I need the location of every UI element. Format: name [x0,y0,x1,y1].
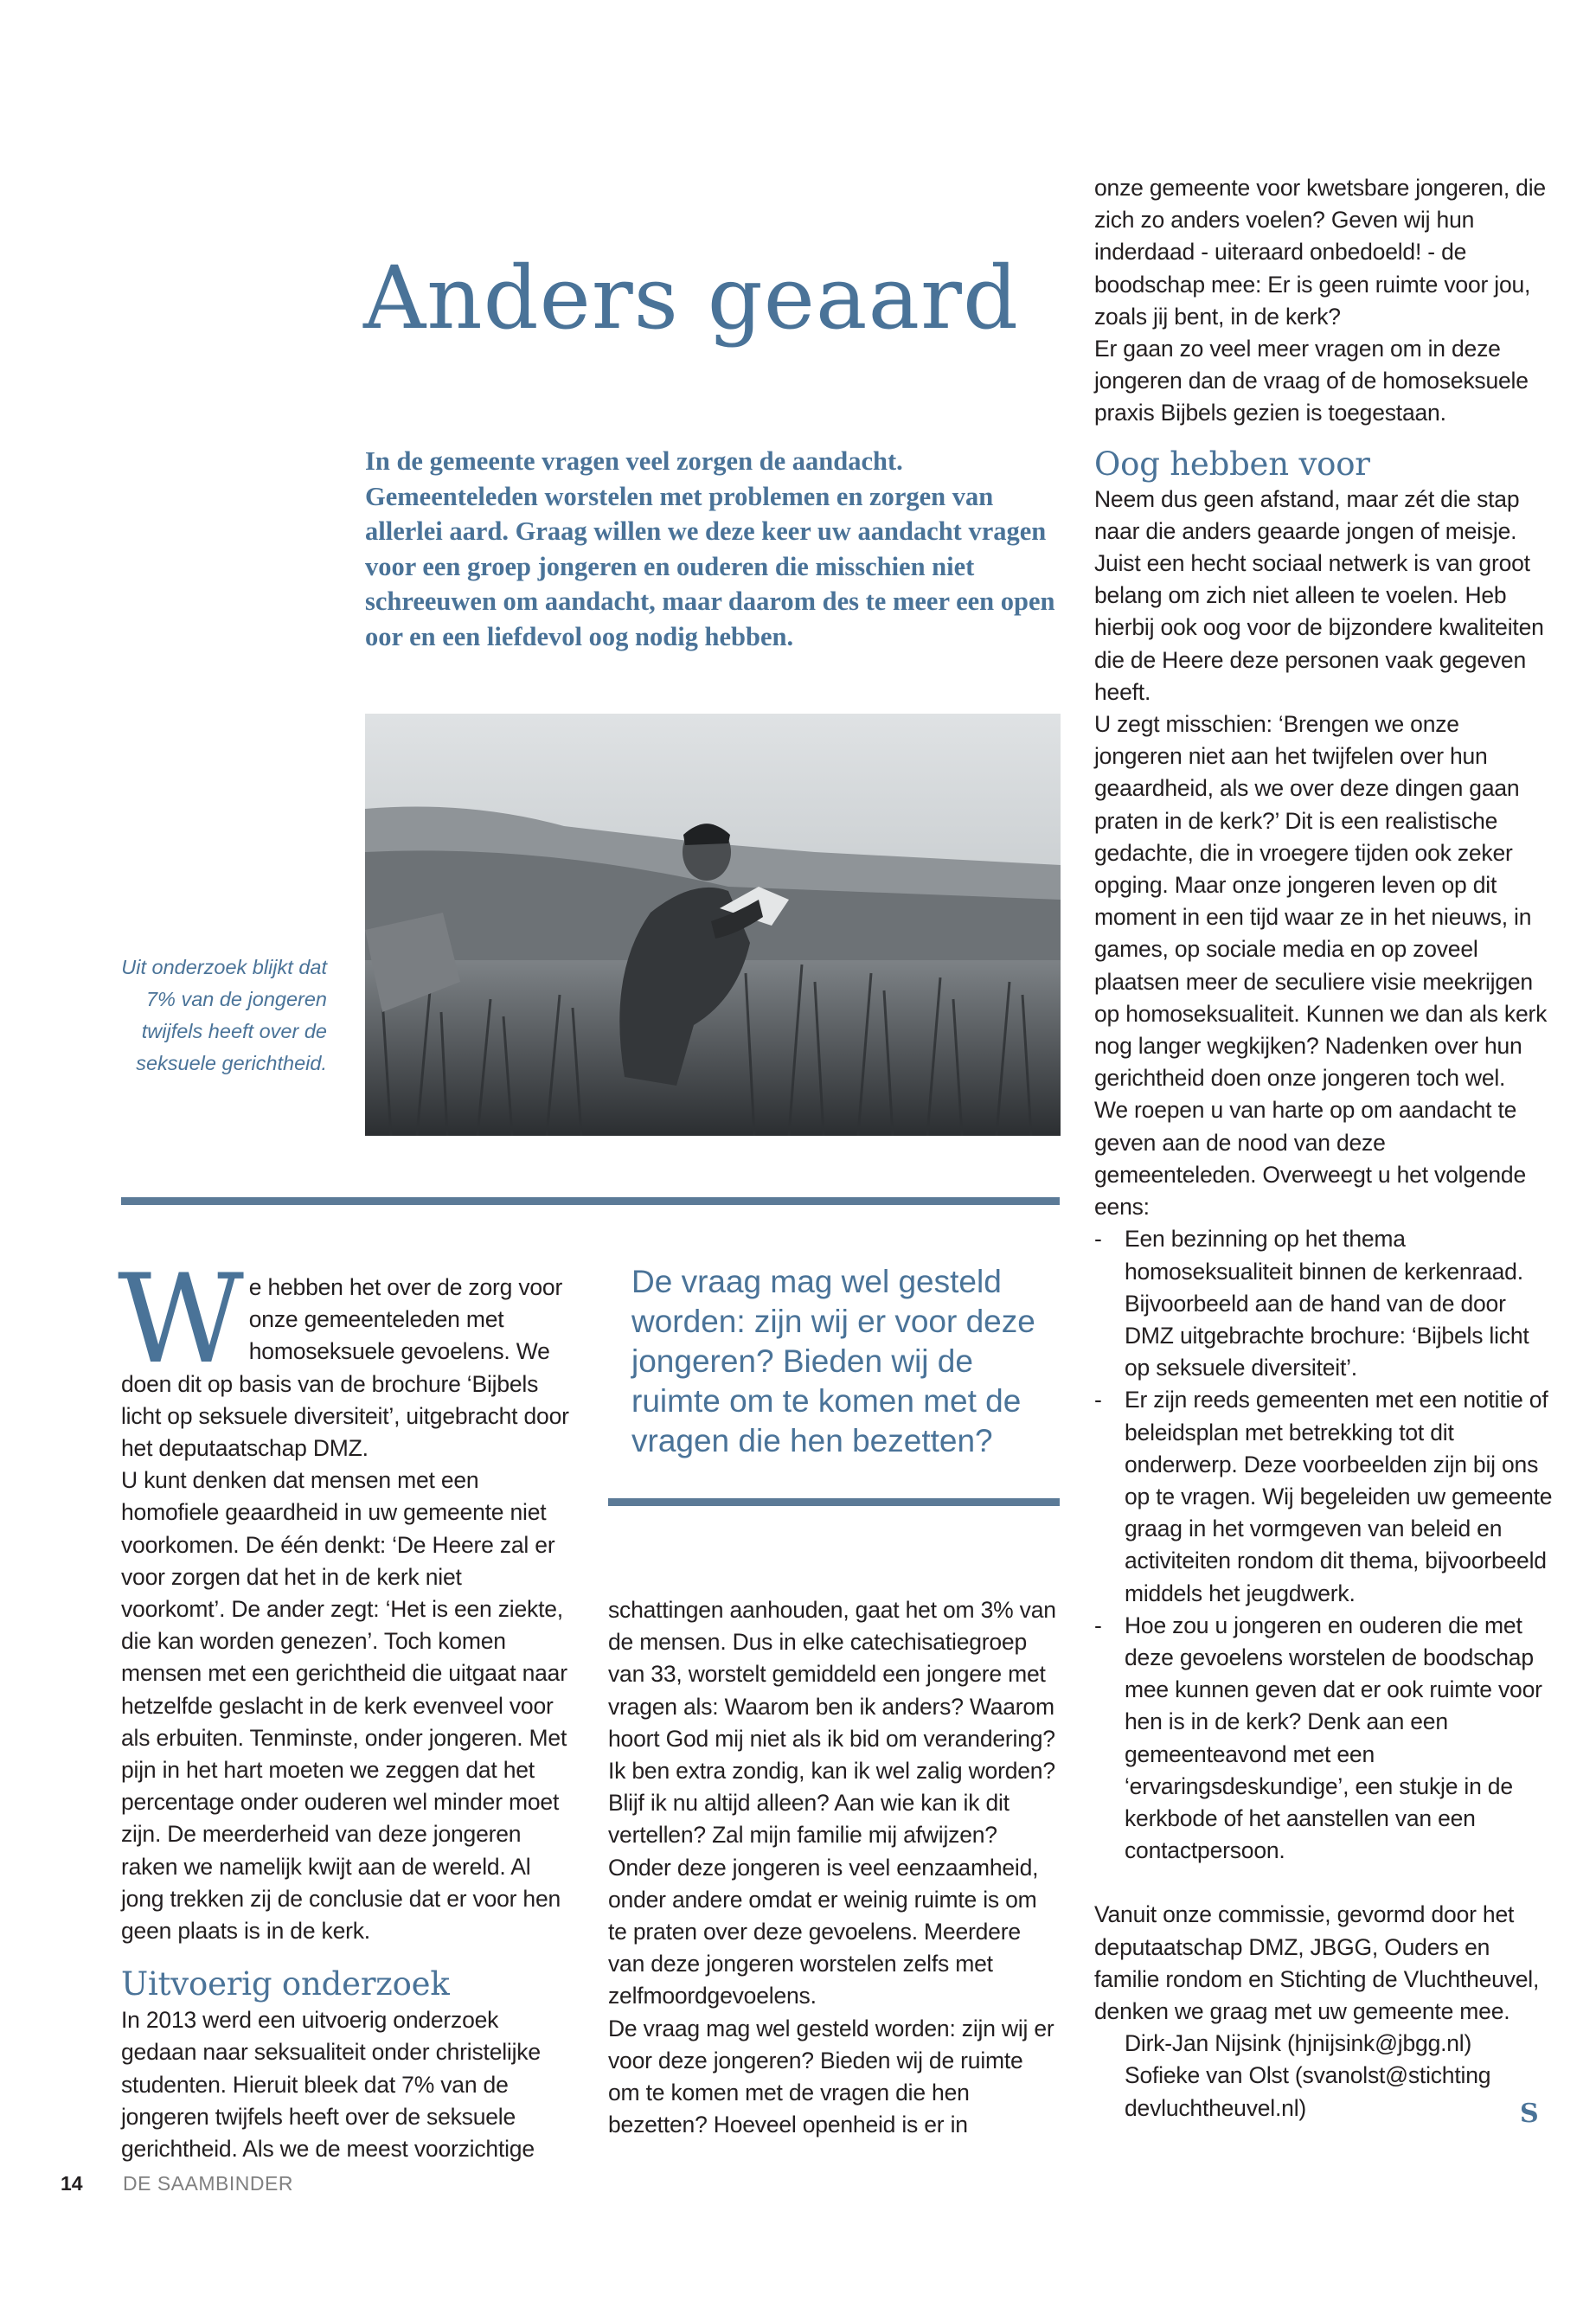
column-1-paragraph-3: In 2013 werd een uitvoerig onderzoek gedaan naar seksualiteit onder christelijke studenten. Hieruit bleek dat 7% van de jongeren twijfels heeft over de seksuele gerichtheid. Als we de meest voorzichtige [121,2007,541,2163]
section-divider [121,1197,1060,1205]
suggestion-list [1094,1223,1553,1867]
spacer [1094,1867,1553,1899]
man-reading-in-dunes-photo-icon [365,714,1061,1136]
column-1 [118,1248,571,2165]
article-photo [365,714,1061,1136]
subhead-oog-hebben-voor: Oog hebben voor [1094,445,1370,483]
column-3-paragraph-3: Neem dus geen afstand, maar zét die stap naar die anders geaarde jongen of meisje. Juist een hecht sociaal netwerk is van groot belang om zich niet alleen te voelen. Heb hierbij ook oog voor de bijzondere kwaliteiten die de Heere deze personen vaak gegeven heeft. [1094,485,1544,705]
signature-author-1: Dirk-Jan Nijsink (hjnijsink@jbgg.nl) [1125,2030,1472,2057]
column-3-paragraph-4: U zegt misschien: ‘Brengen we onze jongeren niet aan het twijfelen over hun geaardheid, als we over deze dingen gaan praten in de kerk?’ Dit is een realistische gedachte, die in vroegere tijden ook zeker opging. Maar onze jongeren leven op dit moment in een tijd waar ze in het nieuws, in games, op sociale media en op zoveel plaatsen meer de seculiere visie meekrijgen op homoseksualiteit. Kunnen we dan als kerk nog langer wegkijken? Nadenken over hun gerichtheid doen onze jongeren toch wel. [1094,711,1548,1092]
drop-cap: W [118,1248,244,1391]
list-item: - Er zijn reeds gemeenten met een notitie of beleidsplan met betrekking tot dit onderwerp. Deze voorbeelden zijn bij ons op te vragen. Wij begeleiden uw gemeente graag in het vormgeven van beleid en activiteiten rondom dit thema, bijvoorbeeld middels het jeugdwerk. [1094,1384,1553,1609]
column-2 [608,1594,1058,2141]
signature-author-2: Sofieke van Olst (svanolst@stichting devluchtheuvel.nl) [1125,2062,1491,2121]
article-intro: In de gemeente vragen veel zorgen de aandacht. Gemeenteleden worstelen met problemen en zorgen van allerlei aard. Graag willen we deze keer uw aandacht vragen voor een groep jongeren en ouderen die misschien niet schreeuwen om aandacht, maar daarom des te meer een open oor en een liefdevol oog nodig hebben. [365,446,1055,651]
publication-name: DE SAAMBINDER [123,2172,293,2195]
column-2-paragraph-2: Onder deze jongeren is veel eenzaamheid, onder andere omdat er weinig ruimte is om te praten over deze gevoelens. Meerdere van deze jongeren worstelen zelfs met zelfmoordgevoelens. [608,1854,1039,2009]
column-3-paragraph-2: Er gaan zo veel meer vragen om in deze jongeren dan de vraag of de homoseksuele praxis Bijbels gezien is toegestaan. [1094,336,1529,426]
pull-quote: De vraag mag wel gesteld worden: zijn wij er voor deze jongeren? Bieden wij de ruimte om te komen met de vragen die hen bezetten? [631,1264,1035,1458]
list-item: - Hoe zou u jongeren en ouderen die met deze gevoelens worstelen de boodschap mee kunnen geven dat er ook ruimte voor hen is in de kerk? Denk aan een gemeenteavond met een ‘ervaringsdeskundige’, een stukje in de kerkbode of het aanstellen van een contactpersoon. [1094,1610,1553,1868]
column-3-paragraph-1: onze gemeente voor kwetsbare jongeren, die zich zo anders voelen? Geven wij hun inderdaad - uiteraard onbedoeld! - de boodschap mee: Er is geen ruimte voor jou, zoals jij bent, in de kerk? [1094,175,1546,330]
column-3 [1094,172,1553,2125]
article-title: Anders geaard [363,247,1019,349]
side-quote: Uit onderzoek blijkt dat 7% van de jongeren twijfels heeft over de seksuele gerichtheid. [121,956,327,1074]
column-1-paragraph-1: We hebben het over de zorg voor onze gemeenteleden met homoseksuele gevoelens. We doen dit op basis van de brochure ‘Bijbels licht op seksuele diversiteit’, uitgebracht door het deputaatschap DMZ. [118,1248,569,1462]
column-3-paragraph-6: Vanuit onze commissie, gevormd door het deputaatschap DMZ, JBGG, Ouders en familie rondom en Stichting de Vluchtheuvel, denken we graag met uw gemeente mee. [1094,1901,1540,2024]
column-3-paragraph-5: We roepen u van harte op om aandacht te geven aan de nood van deze gemeenteleden. Overweegt u het volgende eens: [1094,1097,1526,1221]
page-number: 14 [61,2172,83,2195]
pull-quote-divider [608,1498,1060,1506]
column-2-paragraph-1: schattingen aanhouden, gaat het om 3% van de mensen. Dus in elke catechisatiegroep van 33, worstelt gemiddeld een jongere met vragen als: Waarom ben ik anders? Waarom hoort God mij niet als ik bid om verandering? Ik ben extra zondig, kan ik wel zalig worden? Blijf ik nu altijd alleen? Aan wie kan ik dit vertellen? Zal mijn familie mij afwijzen? [608,1597,1056,1849]
end-mark-icon: S [1520,2099,1539,2129]
column-2-paragraph-3: De vraag mag wel gesteld worden: zijn wij er voor deze jongeren? Bieden wij de ruimte om te komen met de vragen die hen bezetten? Hoeveel openheid is er in [608,2015,1054,2138]
column-1-paragraph-2: U kunt denken dat mensen met een homofiele geaardheid in uw gemeente niet voorkomen. De één denkt: ‘De Heere zal er voor zorgen dat het in de kerk niet voorkomt’. De ander zegt: ‘Het is een ziekte, die kan worden genezen’. Toch komen mensen met een gerichtheid die uitgaat naar hetzelfde geslacht in de kerk evenveel voor als erbuiten. Tenminste, onder jongeren. Met pijn in het hart moeten we zeggen dat het percentage onder ouderen wel minder moet zijn. De meerderheid van deze jongeren raken we namelijk kwijt aan de wereld. Al jong trekken zij de conclusie dat er voor hen geen plaats is in de kerk. [121,1467,567,1945]
subhead-uitvoerig-onderzoek: Uitvoerig onderzoek [121,1965,450,2003]
list-item: - Een bezinning op het thema homoseksualiteit binnen de kerkenraad. Bijvoorbeeld aan de hand van de door DMZ uitgebrachte brochure: ‘Bijbels licht op seksuele diversiteit’. [1094,1223,1553,1384]
